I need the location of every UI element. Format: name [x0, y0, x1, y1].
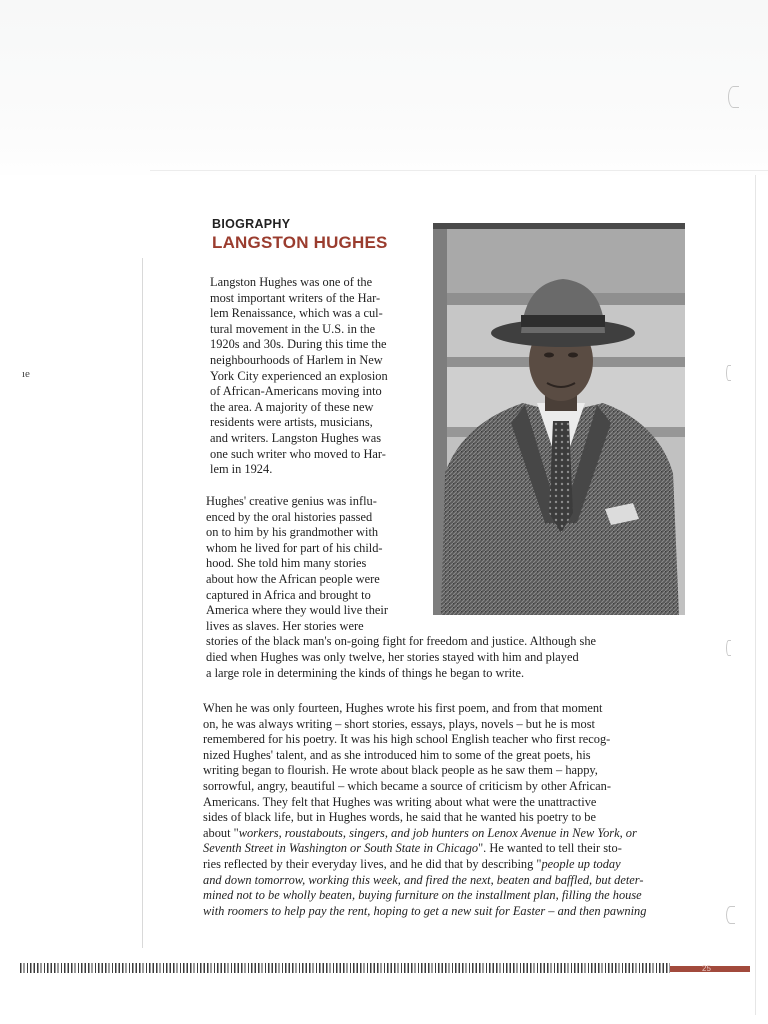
text-line: York City experienced an explosion — [210, 368, 388, 383]
scan-fold-line — [150, 170, 768, 171]
text-run: ries reflected by their everyday lives, and he did that by describing " — [203, 856, 542, 871]
text-line: 1920s and 30s. During this time the — [210, 337, 387, 352]
text-line: and writers. Langston Hughes was — [210, 430, 382, 445]
quote-text: mined not to be wholly beaten, buying furniture on the installment plan, filling the house — [203, 888, 642, 903]
text-line: lem Renaissance, which was a cul- — [210, 306, 383, 321]
text-line: When he was only fourteen, Hughes wrote his first poem, and from that moment — [203, 701, 603, 715]
text-line: hood. She told him many stories — [206, 556, 367, 571]
text-line: whom he lived for part of his child- — [206, 540, 383, 555]
scan-top-shade — [0, 0, 768, 175]
text-line: most important writers of the Har- — [210, 290, 381, 305]
text-line: died when Hughes was only twelve, her stories stayed with him and played — [206, 649, 579, 664]
punch-hole-mark — [728, 86, 739, 108]
footer-barcode-rule — [20, 963, 670, 973]
text-line: writing began to flourish. He wrote about black people as he saw them – happy, — [203, 763, 598, 778]
text-line: enced by the oral histories passed — [206, 509, 373, 524]
text-line: on to him by his grandmother with — [206, 525, 379, 540]
text-line: captured in Africa and brought to — [206, 587, 371, 602]
margin-fragment: ıe — [22, 368, 30, 380]
punch-hole-mark — [726, 365, 731, 381]
quote-text: and down tomorrow, working this week, and fired the next, beaten and baffled, but deter- — [203, 872, 644, 887]
page-right-edge — [755, 175, 756, 1015]
text-line: nized Hughes' talent, and as she introduced him to some of the great poets, his — [203, 747, 591, 762]
article-title: LANGSTON HUGHES — [212, 233, 388, 252]
quote-text: people up today — [541, 856, 621, 871]
text-line — [203, 857, 646, 873]
text-line: one such writer who moved to Har- — [210, 446, 386, 461]
quote-text: workers, roustabouts, singers, and job hunters on Lenox Avenue in New York, or — [238, 825, 637, 840]
text-line: America where they would live their — [206, 603, 389, 618]
text-line — [203, 826, 646, 842]
text-line: Americans. They felt that Hughes was writing about what were the unattractive — [203, 794, 597, 809]
text-line: residents were artists, musicians, — [210, 415, 373, 430]
text-line: about how the African people were — [206, 571, 380, 586]
text-line — [203, 841, 646, 857]
text-run: ". He wanted to tell their sto- — [478, 841, 622, 856]
body-paragraph-3 — [203, 701, 646, 919]
section-label: BIOGRAPHY — [212, 217, 291, 231]
page-edge-line — [142, 258, 143, 948]
text-line: of African-Americans moving into — [210, 384, 382, 399]
text-line — [203, 873, 646, 889]
punch-hole-mark — [726, 906, 735, 924]
punch-hole-mark — [726, 640, 731, 656]
text-line: sides of black life, but in Hughes words, he said that he wanted his poetry to be — [203, 810, 596, 825]
text-line — [203, 904, 646, 920]
text-line: remembered for his poetry. It was his high school English teacher who first recog- — [203, 732, 611, 747]
text-line: neighbourhoods of Harlem in New — [210, 352, 383, 367]
text-run: about " — [203, 825, 239, 840]
text-line — [203, 888, 646, 904]
text-line: sorrowful, angry, beautiful – which became a source of criticism by other African- — [203, 778, 611, 793]
text-line: the area. A majority of these new — [210, 399, 374, 414]
quote-text: with roomers to help pay the rent, hoping to get a new suit for Easter – and then pawning — [203, 903, 647, 918]
body-paragraph-2 — [206, 494, 596, 681]
body-paragraph-1 — [210, 275, 388, 478]
text-line: stories of the black man's on-going fight for freedom and justice. Although she — [206, 634, 597, 649]
page-number: 25 — [702, 964, 711, 973]
text-line: lem in 1924. — [210, 462, 273, 477]
text-line: lives as slaves. Her stories were — [206, 618, 364, 633]
text-line: Langston Hughes was one of the — [210, 275, 373, 289]
text-line: tural movement in the U.S. in the — [210, 321, 376, 336]
text-line: Hughes' creative genius was influ- — [206, 494, 377, 508]
text-line: on, he was always writing – short stories, essays, plays, novels – but he is most — [203, 716, 595, 731]
quote-text: Seventh Street in Washington or South State in Chicago — [203, 841, 479, 856]
text-line: a large role in determining the kinds of things he began to write. — [206, 665, 525, 680]
